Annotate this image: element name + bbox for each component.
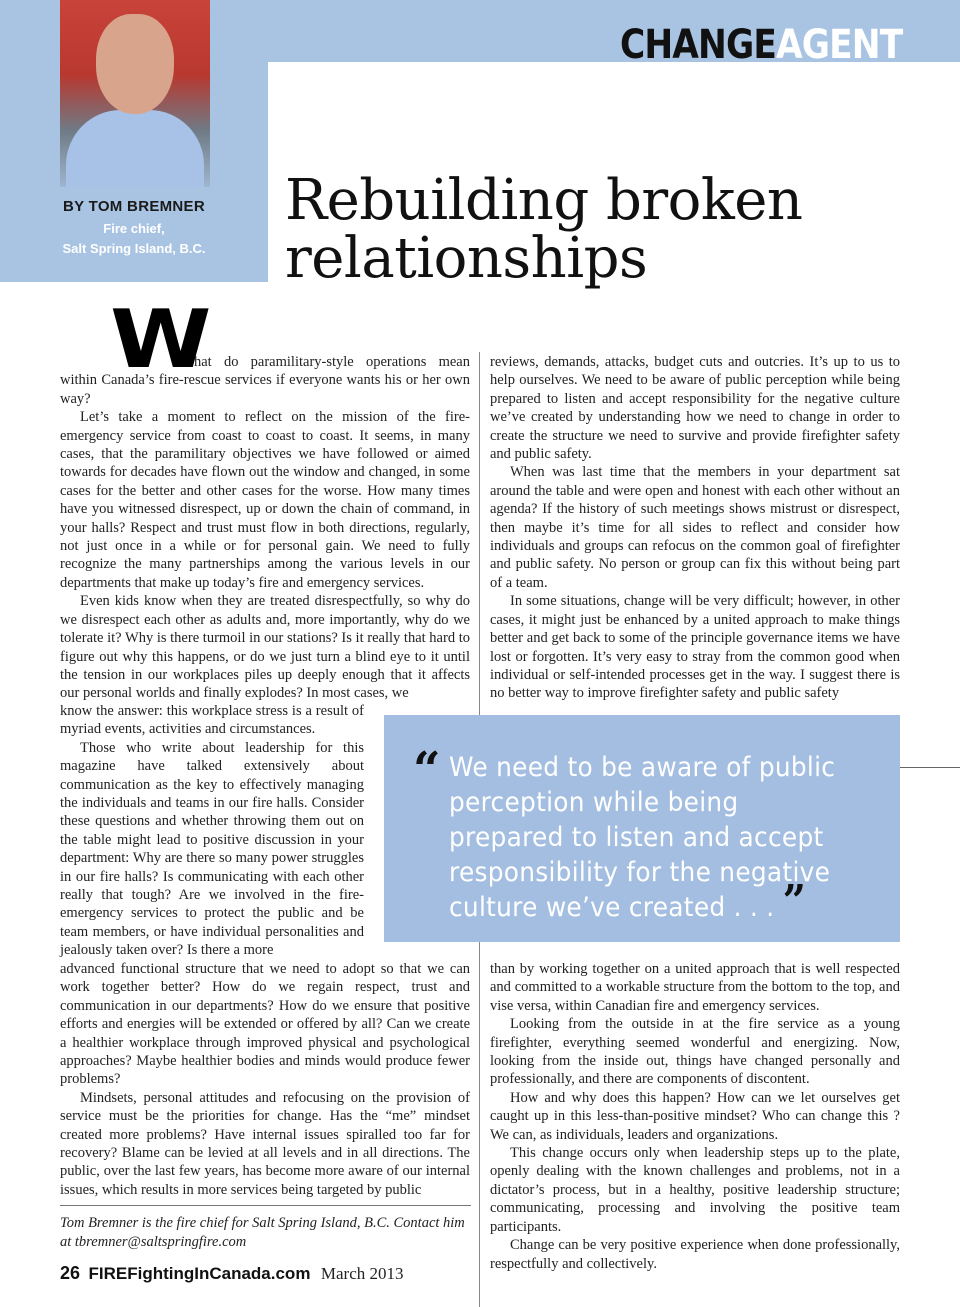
author-bio [60, 1214, 471, 1252]
paragraph: How and why does this happen? How can we let ourselves get caught up in this less-than-positive mindset? Who can change this ? We can, as individuals, leaders and organizations. [490, 1089, 900, 1143]
paragraph: Let’s take a moment to reflect on the mission of the fire-emergency service from coast to coast to coast. It seems, in many cases, that the paramilitary objectives we have followed or aimed towards for decades have flown out the window and changed, in some cases for the better and other cases for the worse. How many times have you witnessed disrespect, up or down the chain of command, in your halls? Respect and trust must flow in both directions, regularly, not just once in a while or for personal gain. We need to fully recognize the many partnerships among the various levels in our departments that make up today’s fire and emergency services. [60, 409, 470, 591]
paragraph: When was last time that the members in your department sat around the table and were open and honest with each other without an agenda? If the history of such meetings shows mistrust or disrespect, then maybe it’s time for all sides to reflect and consider how individuals and groups can refocus on the common goal of firefighter and public safety. No person or group can fix this without being part of a team. [490, 464, 900, 591]
photo-head-shape [96, 14, 174, 114]
drop-cap: W [110, 293, 212, 386]
paragraph: advanced functional structure that we need to adopt so that we can work together better? How do we regain respect, trust and communication in our departments? How do we ensure that positive efforts and energies will be extended or offered by all? Can we create a healthier workplace through improved physical and psychological approaches? Maybe healthier bodies and minds would produce fewer problems? [60, 961, 470, 1088]
pull-quote [449, 750, 845, 925]
paragraph: know the answer: this workplace stress is a result of myriad events, activities and circumstances. [60, 703, 364, 738]
author-role-line1: Fire chief, [103, 221, 165, 236]
masthead-agent: AGENT [775, 22, 902, 68]
author-name: BY TOM BREMNER [63, 198, 205, 215]
pull-quote-text: We need to be aware of public perception while being prepared to listen and accept responsibility for the negative culture we’ve created . . . [449, 752, 836, 923]
byline [0, 198, 268, 259]
magazine-site: FIREFightingInCanada.com [88, 1264, 311, 1283]
column-1-bottom [60, 960, 470, 1199]
title-line-1: Rebuilding broken [285, 168, 803, 233]
pull-quote-rule [900, 767, 960, 768]
author-role [0, 219, 268, 259]
column-2-top [490, 353, 900, 703]
bio-line-2: at tbremner@saltspringfire.com [60, 1234, 247, 1250]
paragraph: than by working together on a united approach that is well respected and committed to a workable structure from the bottom to the top, and vise versa, within Canadian fire and emergency services. [490, 961, 900, 1014]
title-line-2: relationships [285, 226, 648, 291]
masthead-change: CHANGE [619, 22, 776, 68]
author-photo [60, 0, 210, 187]
paragraph: Looking from the outside in at the fire service as a young firefighter, everything seemed wonderful and energizing. Now, looking from the inside out, things have changed personally and professionally, and there are components of discontent. [490, 1016, 900, 1088]
paragraph: Change can be very positive experience when done professionally, respectfully and collectively. [490, 1237, 900, 1272]
paragraph: hat do paramilitary-style operations mean within Canada’s fire-rescue services if everyone wants his or her own way? [60, 354, 470, 407]
close-quote-icon: ” [782, 876, 807, 927]
issue-date: March 2013 [320, 1264, 404, 1283]
paragraph: Mindsets, personal attitudes and refocusing on the provision of service must be the priorities for change. Has the “me” mindset created more problems? Have internal issues spiralled too far for recovery? Blame can be levied at all levels and in all directions. The public, over the last few years, has become more aware of our internal issues, which results in more services being targeted by public [60, 1089, 470, 1198]
column-1-narrow [60, 702, 364, 960]
article-title [285, 168, 925, 291]
paragraph: reviews, demands, attacks, budget cuts and outcries. It’s up to us to help ourselves. We need to be aware of public perception while being prepared to listen and accept responsibility for the negative culture we’ve created by understanding how we need to change in order to create the structure we need to survive and provide firefighter safety and public safety. [490, 354, 900, 463]
bio-divider [60, 1205, 471, 1206]
column-2-bottom [490, 960, 900, 1273]
photo-shirt-shape [66, 110, 204, 187]
section-masthead [620, 22, 902, 68]
paragraph: Those who write about leadership for this magazine have talked extensively about communication as the key to effectively managing the individuals and teams in our fire halls. Consider these questions and whether throwing them out on the table might lead to positive discussion in your department: Why are there so many power struggles in our fire halls? Is communicating with each other really that tough? Are we involved in the fire-emergency services to protect the public and be team members, or have individual personalities and jealously taken over? Is there a more [60, 739, 364, 959]
page-number: 26 [60, 1263, 81, 1283]
open-quote-icon: “ [413, 742, 441, 798]
paragraph: This change occurs only when leadership steps up to the plate, openly dealing with the known challenges and problems, not in a dictator’s process, but in a healthy, positive leadership structure; communicating, processing and involving the positive team participants. [490, 1145, 900, 1235]
paragraph: In some situations, change will be very difficult; however, in other cases, it might just be enhanced by a united approach to make things better and get back to some of the principle governance items we have lost or forgotten. It’s very easy to stray from the common good when individual or self-intended processes get in the way. I suggest there is no better way to improve firefighter safety and public safety [490, 593, 900, 702]
author-role-line2: Salt Spring Island, B.C. [62, 241, 206, 256]
column-1-top [60, 353, 470, 703]
paragraph: Even kids know when they are treated disrespectfully, so why do we disrespect each other as adults and, more importantly, why do we tolerate it? Why is there turmoil in our stations? Is it really that hard to figure out why this happens, or do we just turn a blind eye to it until the tension in our workplaces piles up deeply enough that it affects our personal worlds and finally explodes? In most cases, we [60, 593, 470, 702]
bio-line-1: Tom Bremner is the fire chief for Salt Spring Island, B.C. Contact him [60, 1215, 465, 1231]
page-footer [60, 1263, 404, 1284]
